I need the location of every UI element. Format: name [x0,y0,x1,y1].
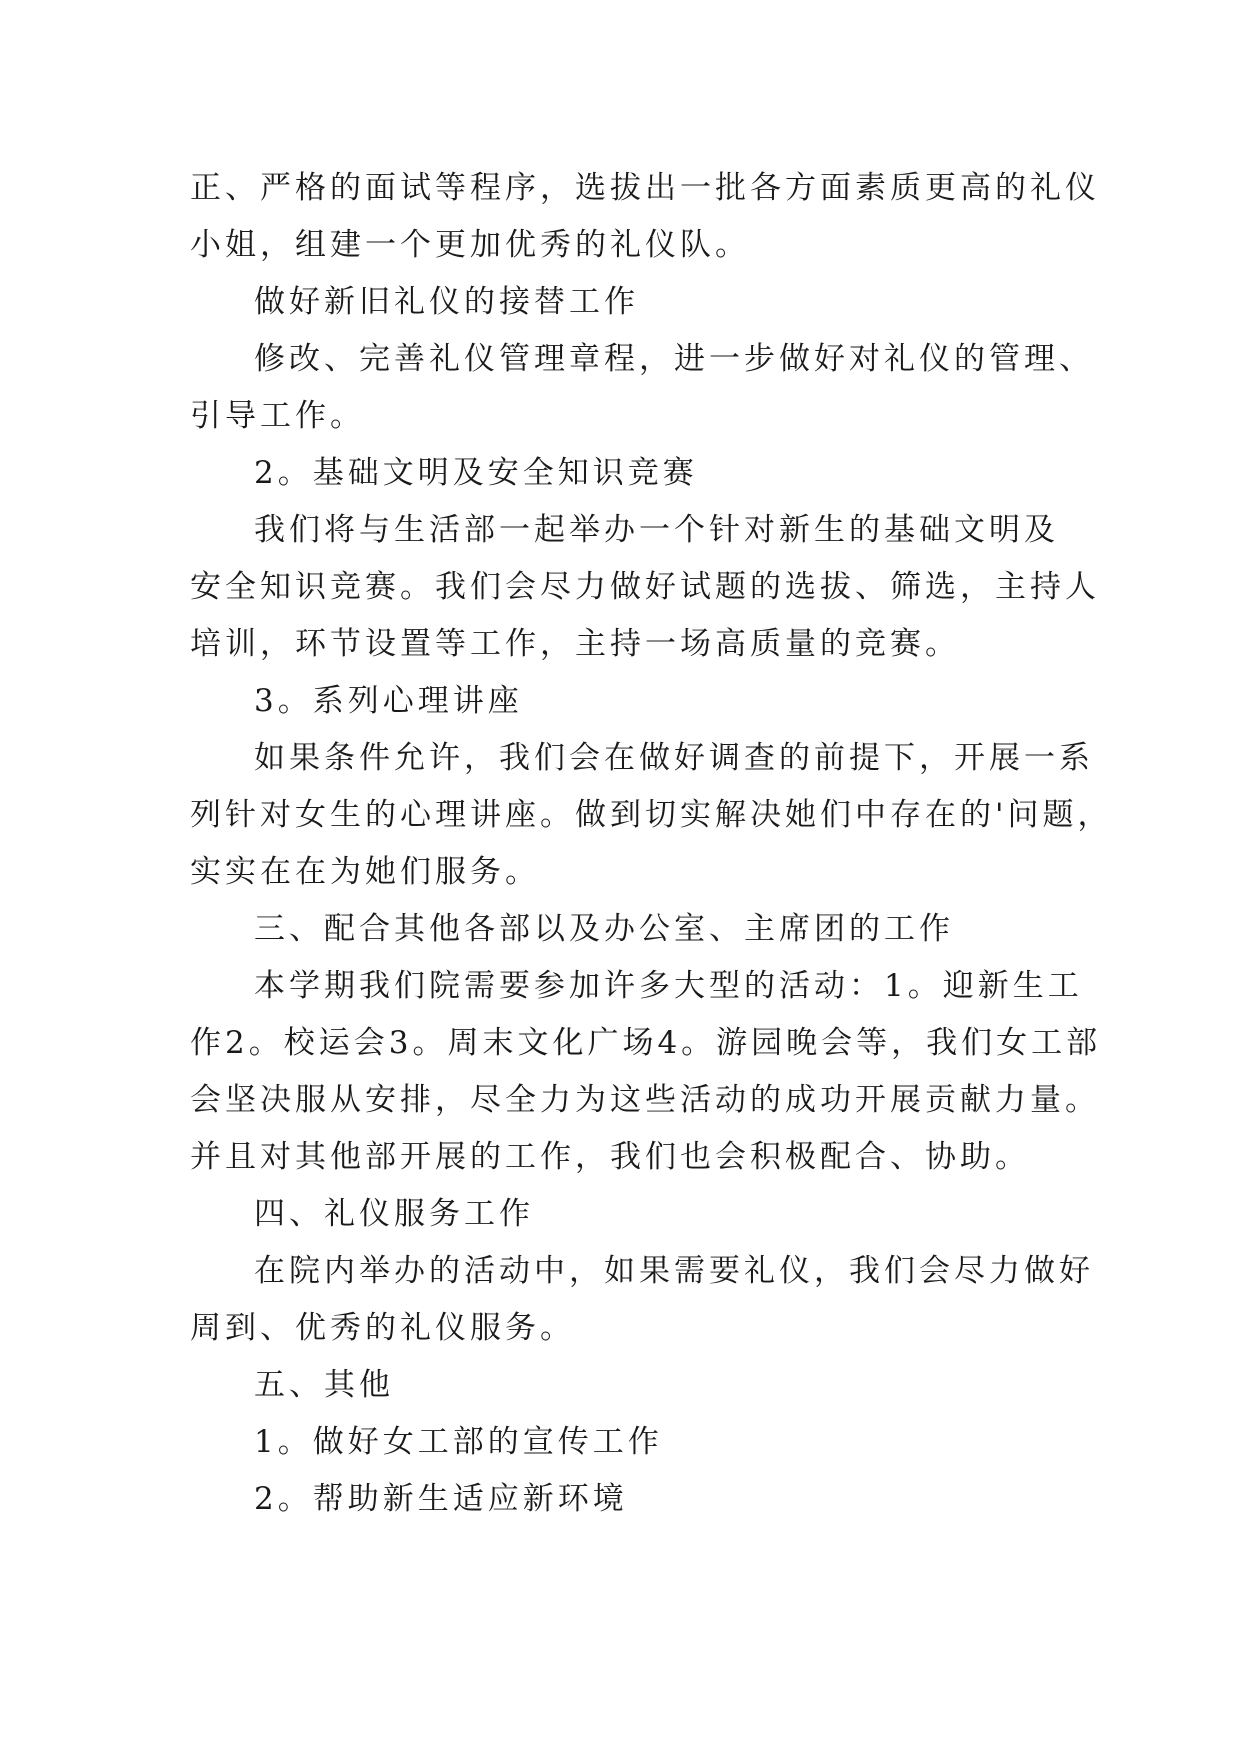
text-line: 在院内举办的活动中，如果需要礼仪，我们会尽力做好 [254,1253,1094,1289]
section-heading: 做好新旧礼仪的接替工作 [254,284,639,320]
document-body [190,160,1113,1528]
text-line: 周到、优秀的礼仪服务。 [190,1310,575,1346]
text-line: 我们将与生活部一起举办一个针对新生的基础文明及 [254,512,1059,548]
text-line: 如果条件允许，我们会在做好调查的前提下，开展一系 [254,740,1094,776]
text-line: 作2。校运会3。周末文化广场4。游园晚会等，我们女工部 [190,1025,1102,1061]
section-heading: 3。系列心理讲座 [254,683,523,719]
section-heading: 2。基础文明及安全知识竞赛 [254,455,698,491]
text-line: 引导工作。 [190,398,365,434]
section-heading: 三、配合其他各部以及办公室、主席团的工作 [254,911,954,947]
list-item: 2。帮助新生适应新环境 [254,1481,628,1517]
text-line: 培训，环节设置等工作，主持一场高质量的竞赛。 [190,626,960,662]
text-line: 并且对其他部开展的工作，我们也会积极配合、协助。 [190,1139,1030,1175]
text-line: 安全知识竞赛。我们会尽力做好试题的选拔、筛选，主持人 [190,569,1100,605]
text-line: 会坚决服从安排，尽全力为这些活动的成功开展贡献力量。 [190,1082,1100,1118]
text-line: 修改、完善礼仪管理章程，进一步做好对礼仪的管理、 [254,341,1094,377]
text-line: 正、严格的面试等程序，选拔出一批各方面素质更高的礼仪 [190,170,1100,206]
text-line: 小姐，组建一个更加优秀的礼仪队。 [190,227,750,263]
list-item: 1。做好女工部的宣传工作 [254,1424,663,1460]
section-heading: 四、礼仪服务工作 [254,1196,534,1232]
text-line: 列针对女生的心理讲座。做到切实解决她们中存在的'问题， [190,797,1113,833]
text-line: 本学期我们院需要参加许多大型的活动：1。迎新生工 [254,968,1083,1004]
text-line: 实实在在为她们服务。 [190,854,540,890]
section-heading: 五、其他 [254,1367,394,1403]
